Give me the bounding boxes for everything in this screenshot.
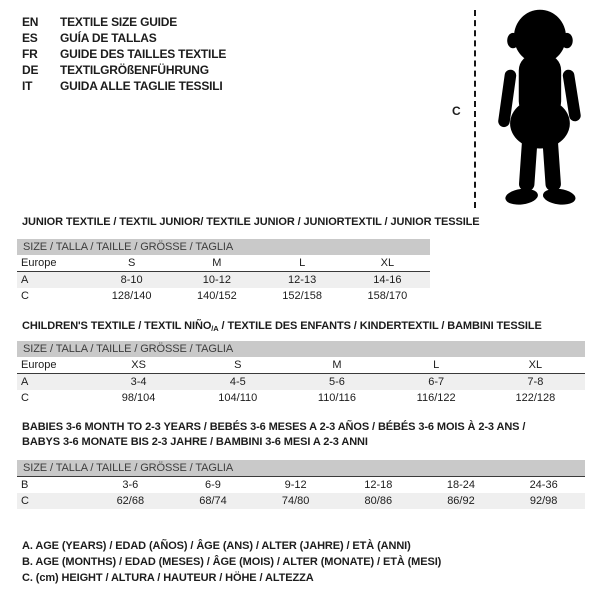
height-dashed-line — [474, 10, 476, 208]
language-code: DE — [22, 63, 39, 77]
babies-table — [17, 476, 585, 509]
size-header-cell: L — [387, 357, 486, 374]
value-cell: 62/68 — [89, 493, 172, 509]
size-header-cell: M — [174, 255, 259, 272]
value-cell: 68/74 — [172, 493, 255, 509]
language-row — [22, 62, 226, 78]
babies-title-line1: BABIES 3-6 MONTH TO 2-3 YEARS / BEBÉS 3-6 MESES A 2-3 AÑOS / BÉBÉS 3-6 MOIS À 2-3 ANS / — [22, 421, 526, 433]
children-age-row — [17, 374, 585, 391]
note-height-cm: C. (cm) HEIGHT / ALTURA / HAUTEUR / HÖHE / ALTEZZA — [22, 572, 314, 584]
size-header-cell: XL — [486, 357, 585, 374]
value-cell: 18-24 — [446, 479, 476, 491]
junior-age-row — [17, 272, 430, 289]
value-cell: 92/98 — [502, 493, 585, 509]
children-columns-row — [17, 357, 585, 374]
legend-notes — [22, 538, 441, 586]
children-height-row — [17, 390, 585, 406]
language-code: FR — [22, 47, 38, 61]
value-cell: 6-7 — [387, 374, 486, 391]
language-row — [22, 30, 226, 46]
value-cell: 12-18 — [364, 479, 393, 491]
children-title-subscript: /A — [211, 324, 219, 333]
row-label-cell: B — [21, 479, 29, 491]
junior-table — [17, 255, 430, 304]
value-cell: 3-6 — [122, 479, 139, 491]
language-row — [22, 46, 226, 62]
children-title-post: / TEXTILE DES ENFANTS / KINDERTEXTIL / BAMBINI TESSILE — [218, 320, 542, 332]
value-cell: 74/80 — [254, 493, 337, 509]
children-title-pre: CHILDREN'S TEXTILE / TEXTIL NIÑO — [22, 320, 212, 332]
size-header-cell: S — [188, 357, 287, 374]
value-cell: 86/92 — [420, 493, 503, 509]
baby-silhouette — [486, 6, 592, 212]
language-code: IT — [22, 79, 33, 93]
junior-columns-row — [17, 255, 430, 272]
language-row — [22, 78, 226, 94]
row-label-cell: C — [17, 493, 89, 509]
region-header-cell: Europe — [17, 255, 89, 272]
note-age-months: B. AGE (MONTHS) / EDAD (MESES) / ÂGE (MOIS) / ALTER (MONATE) / ETÀ (MESI) — [22, 556, 442, 568]
value-cell: 3-4 — [89, 374, 188, 391]
value-cell: 9-12 — [284, 479, 307, 491]
value-cell: 8-10 — [89, 272, 174, 289]
children-section-title — [22, 319, 542, 336]
value-cell: 12-13 — [260, 272, 345, 289]
value-cell: 5-6 — [287, 374, 386, 391]
value-cell: 158/170 — [367, 290, 408, 302]
value-cell: 24-36 — [529, 479, 558, 491]
row-label-cell: A — [17, 374, 89, 391]
value-cell: 10-12 — [174, 272, 259, 289]
children-table — [17, 357, 585, 406]
value-cell: 14-16 — [345, 272, 430, 289]
language-code: ES — [22, 31, 38, 45]
language-title: GUIDE DES TAILLES TEXTILE — [60, 47, 227, 61]
region-header-cell: Europe — [17, 357, 89, 374]
children-size-table — [17, 341, 585, 406]
children-size-header-bar: SIZE / TALLA / TAILLE / GRÖSSE / TAGLIA — [17, 341, 585, 357]
value-cell: 4-5 — [188, 374, 287, 391]
value-cell: 104/110 — [218, 392, 258, 404]
value-cell: 116/122 — [416, 392, 456, 404]
babies-title-line2: BABYS 3-6 MONATE BIS 2-3 JAHRE / BAMBINI 3-6 MESI A 2-3 ANNI — [22, 436, 368, 448]
language-list — [22, 14, 226, 94]
size-header-cell: M — [287, 357, 386, 374]
measure-c-label: C — [452, 104, 461, 118]
size-header-cell: XS — [89, 357, 188, 374]
babies-section-title — [22, 420, 525, 450]
language-title: GUIDA ALLE TAGLIE TESSILI — [60, 79, 223, 93]
language-title: GUÍA DE TALLAS — [60, 31, 157, 45]
size-header-cell: XL — [345, 255, 430, 272]
junior-size-header-bar: SIZE / TALLA / TAILLE / GRÖSSE / TAGLIA — [17, 239, 430, 255]
junior-height-row — [17, 288, 430, 304]
size-header-cell: S — [89, 255, 174, 272]
junior-size-table — [17, 239, 430, 304]
value-cell: 152/158 — [282, 290, 322, 302]
junior-section-title: JUNIOR TEXTILE / TEXTIL JUNIOR/ TEXTILE JUNIOR / JUNIORTEXTIL / JUNIOR TESSILE — [22, 216, 480, 228]
language-title: TEXTILE SIZE GUIDE — [60, 15, 178, 29]
row-label-cell: C — [21, 392, 29, 404]
note-age-years: A. AGE (YEARS) / EDAD (AÑOS) / ÂGE (ANS) / ALTER (JAHRE) / ETÀ (ANNI) — [22, 540, 411, 552]
value-cell: 128/140 — [111, 290, 152, 302]
row-label-cell: C — [21, 290, 29, 302]
babies-size-header-bar: SIZE / TALLA / TAILLE / GRÖSSE / TAGLIA — [17, 460, 585, 476]
value-cell: 6-9 — [205, 479, 221, 491]
row-label-cell: A — [17, 272, 89, 289]
babies-height-row — [17, 493, 585, 509]
babies-age-row — [17, 477, 585, 494]
height-measure-figure — [450, 4, 595, 216]
language-title: TEXTILGRÖßENFÜHRUNG — [60, 63, 209, 77]
value-cell: 110/116 — [317, 392, 357, 404]
babies-size-table — [17, 460, 585, 509]
value-cell: 98/104 — [121, 392, 156, 404]
value-cell: 80/86 — [337, 493, 420, 509]
value-cell: 7-8 — [486, 374, 585, 391]
language-row — [22, 14, 226, 30]
value-cell: 140/152 — [196, 290, 237, 302]
language-code: EN — [22, 15, 39, 29]
size-header-cell: L — [260, 255, 345, 272]
value-cell: 122/128 — [515, 392, 556, 404]
